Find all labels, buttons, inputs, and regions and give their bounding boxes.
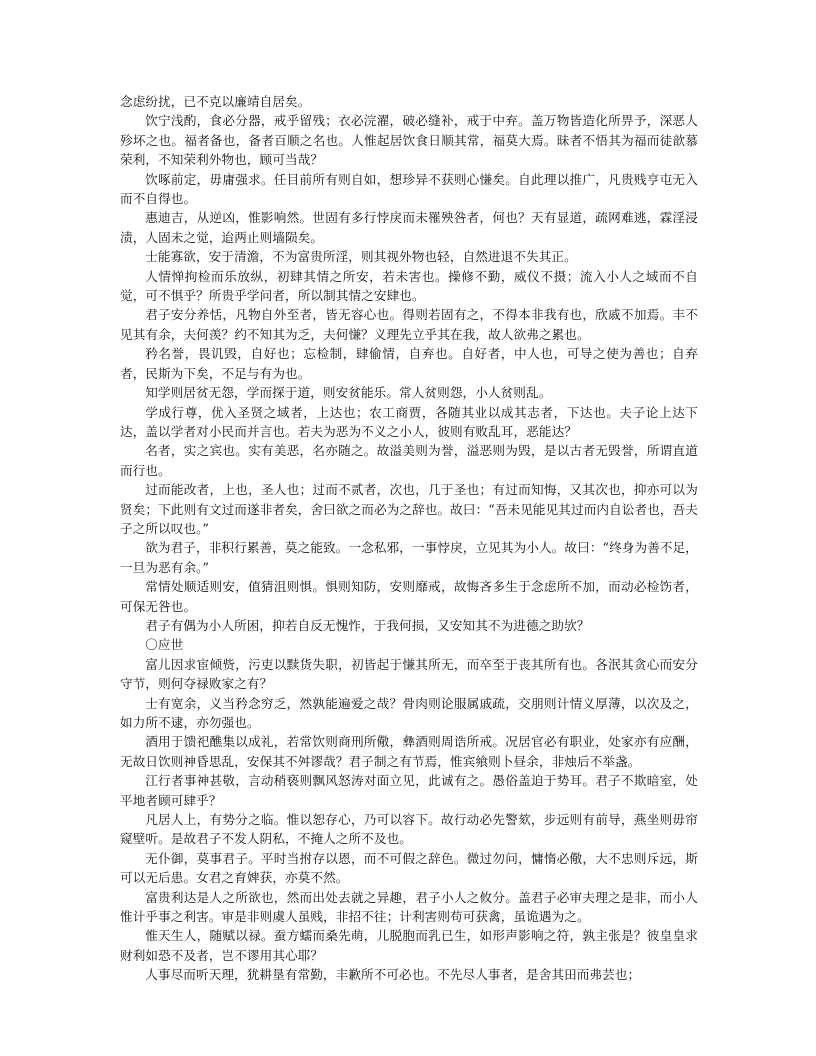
paragraph: 无仆御，莫事君子。平时当拊存以恩，而不可假之辞色。微过勿问，慵惰必儆，大不忠则斥远，斯可以无后患。女君之育婢获，亦莫不然。 <box>120 850 698 886</box>
section-heading: 〇应世 <box>145 637 184 653</box>
paragraph: 酒用于馈祀醮集以成礼，若常饮则商刑所儆，彝酒则周诰所戒。况居官必有职业，处家亦有应酬，无故日饮则神昏思乱，安保其不舛谬哉？君子制之有节焉，惟宾飨则卜昼余，非烛后不举盏。 <box>120 734 698 769</box>
paragraph: 饮啄前定，毋庸强求。任目前所有则自如，想珍异不获则心慊矣。自此理以推广，凡贵贱亨屯无入而不自得也。 <box>120 171 698 207</box>
paragraph: 富儿因求宦倾赀，污吏以黩货失职，初皆起于慊其所无，而卒至于丧其所有也。各泯其贪心而安分守节，则何夺禄败家之有？ <box>120 656 698 692</box>
paragraph: 学成行尊，优入圣贤之域者，上达也；农工商贾，各随其业以成其志者，下达也。夫子论上达下达，盖以学者对小民而并言也。若夫为恶为不义之小人，彼则有败乱耳，恶能达？ <box>120 404 698 439</box>
paragraph: 士有宽余，义当矜念穷乏，然孰能遍爱之哉？骨肉则论服属戚疏，交朋则计情义厚薄，以次及之，如力所不逮，亦勿强也。 <box>120 695 698 730</box>
paragraph-continued: 念虑纷扰，已不克以廉靖自居矣。 <box>120 94 311 109</box>
paragraph: 饮宁浅酌，食必分器，戒乎留残；衣必浣濯，破必缝补，戒于中弃。盖万物皆造化所畀予，深恶人殄坏之也。福者备也，备者百顺之名也。人惟起居饮食日顺其常，福莫大焉。昧者不悟其为福而徒歆慕荣利，不知荣利外物也，顾可当哉？ <box>120 113 698 168</box>
paragraph: 矜名誉，畏讥毁，自好也；忘检制，肆偷情，自弃也。自好者，中人也，可导之使为善也；自弃者，民斯为下矣，不足与有为也。 <box>120 346 698 381</box>
paragraph: 凡居人上，有势分之临。惟以恕存心，乃可以容下。故行动必先警欬，步远则有前导，燕坐则毋帘窥壁听。是故君子不发人阴私，不掩人之所不及也。 <box>120 812 698 847</box>
paragraph: 江行者事神甚敬，言动稍亵则飘风怒涛对面立见，此诚有之。愚俗盖迫于势耳。君子不欺暗室，处平地者顾可肆乎？ <box>120 773 698 808</box>
body-text <box>120 92 698 985</box>
paragraph: 君子安分养恬，凡物自外至者，皆无容心也。得则若固有之，不得本非我有也，欣戚不加焉。丰不见其有余，夫何羡？约不知其为乏，夫何慊？义理先立乎其在我，故人欲弗之累也。 <box>120 307 698 342</box>
paragraph: 人情惮拘检而乐放纵，初肆其情之所安，若未害也。操修不勤，威仪不摄；流入小人之域而不自觉，可不惧乎？所贵乎学问者，所以制其情之安肆也。 <box>120 268 698 304</box>
paragraph: 欲为君子，非积行累善，莫之能致。一念私邪，一事悖戾，立见其为小人。故曰：“终身为善不足，一旦为恶有余。” <box>120 540 698 575</box>
paragraph: 过而能改者，上也，圣人也；过而不贰者，次也，几于圣也；有过而知悔，又其次也，抑亦可以为贤矣；下此则有文过而遂非者矣，舍曰欲之而必为之辞也。故曰：“吾未见能见其过而内自讼者也，吾夫子之所以叹也。” <box>120 482 698 536</box>
paragraph: 惠迪吉，从逆凶，惟影响然。世固有多行悖戾而未罹殃咎者，何也？天有显道，疏网难逃，霖淫浸渍，人固未之觉，迨两止则墙陨矣。 <box>120 210 698 245</box>
paragraph: 君子有偶为小人所困，抑若自反无愧怍，于我何损，又安知其不为进德之助欤？ <box>145 617 590 633</box>
paragraph: 知学则居贫无怨，学而探于道，则安贫能乐。常人贫则怨，小人贫则乱。 <box>145 385 552 401</box>
paragraph: 惟天生人，随赋以禄。蚕方蠕而桑先萌，儿脱胞而乳已生，如形声影响之符，孰主张是？彼皇皇求财利如恐不及者，岂不谬用其心耶？ <box>120 928 698 963</box>
paragraph: 人事尽而听天理，犹耕垦有常勤，丰歉所不可必也。不先尽人事者，是舍其田而弗芸也； <box>145 967 641 983</box>
paragraph: 名者，实之宾也。实有美恶，名亦随之。故溢美则为誉，溢恶则为毁，是以古者无毁誉，所谓直道而行也。 <box>120 443 698 478</box>
paragraph: 常情处顺适则安，值猜沮则惧。惧则知防，安则靡戒，故悔吝多生于念虑所不加，而动必检饬者，可保无咎也。 <box>120 579 698 614</box>
paragraph: 士能寡欲，安于清澹，不为富贵所淫，则其视外物也轻，自然进退不失其正。 <box>145 249 577 265</box>
paragraph: 富贵利达是人之所欲也，然而出处去就之异趣，君子小人之攸分。盖君子必审夫理之是非，而小人惟计乎事之利害。审是非则虞人虽贱，非招不往；计利害则苟可获禽，虽诡遇为之。 <box>120 889 698 925</box>
